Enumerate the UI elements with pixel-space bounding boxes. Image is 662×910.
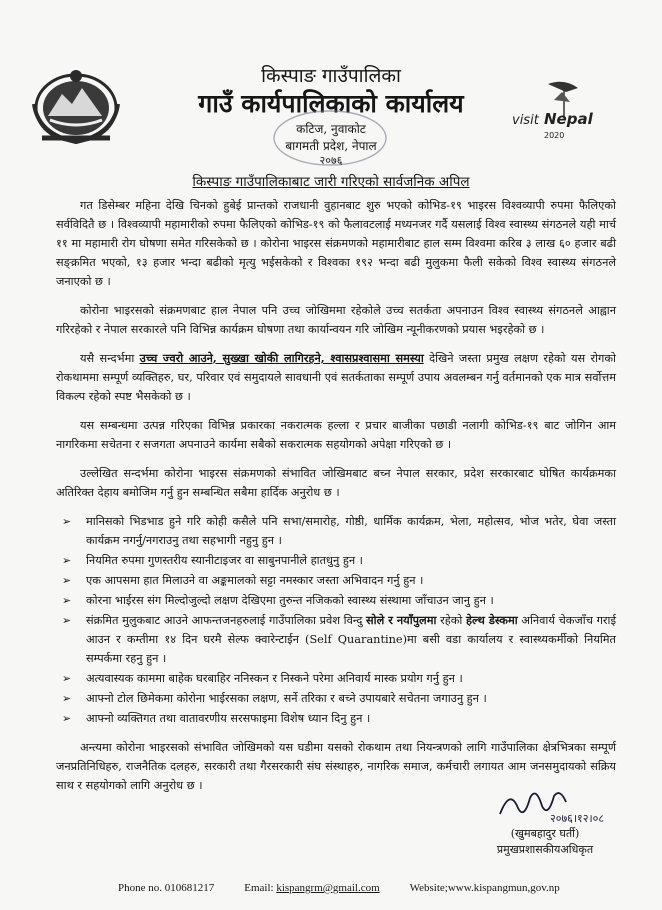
footer-website[interactable]: Website;www.kispangmun,gov.np [409, 882, 560, 894]
list-item [56, 571, 616, 590]
point-7-text: आफ्नो टोल छिमेकमा कोरोना भाईरसका लक्षण, सर्ने तरिका र बच्ने उपायबारे सचेतना जगाउनु हुन । [86, 692, 487, 705]
office-address-line2: बागमती प्रदेश, नेपाल [285, 139, 377, 153]
paragraph-3-suffix: देखिने जस्ता प्रमुख लक्षण रहेको यस रोगको रोकथाममा सम्पूर्ण व्यक्तिहरु, घर, परिवार एवं समुदायले सावधानी एवं सतर्कताका सम्पूर्ण उपाय अवलम्बन गर्नु वर्तमानको एक मात्र सर्वोत्तम विकल्प रहेको स्पष्ट भैसकेको छ । [56, 352, 616, 403]
point-3-text: एक आपसमा हात मिलाउने वा अङ्कमालको सट्टा नमस्कार जस्ता अभिवादन गर्नु हुन । [86, 574, 424, 587]
notice-body [56, 196, 616, 805]
list-item [56, 689, 616, 708]
paragraph-3 [56, 349, 616, 406]
visit-logo-year: 2020 [544, 131, 565, 140]
signature-icon [496, 784, 605, 830]
list-item [56, 551, 616, 570]
arrow-bullet-icon: ➢ [62, 554, 72, 567]
footer-email-label: Email: [244, 882, 274, 894]
office-name-top: किस्पाङ गाउँपालिका [261, 65, 401, 87]
point-5-prefix: संक्रमित मुलुकबाट आउने आफन्तजनहरुलाई गाउँपालिका प्रवेश विन्दु [86, 614, 363, 627]
point-5-entry-points: सोले र नयाँपुलमा [366, 613, 437, 627]
notice-title [0, 172, 662, 190]
list-item [56, 669, 616, 688]
list-item [56, 709, 616, 728]
paragraph-5: उल्लेखित सन्दर्भमा कोरोना भाइरस संक्रमणको संभावित जोखिमबाट बच्न नेपाल सरकार, प्रदेश सरकारबाट घोषित कार्यक्रमका अतिरिक्त देहाय बमोजिम गर्नु हुन सम्बन्धित सबैमा हार्दिक अनुरोध छ । [56, 467, 616, 499]
arrow-bullet-icon: ➢ [62, 574, 72, 587]
footer-email-group [244, 882, 379, 894]
office-year: २०७६ [319, 154, 343, 167]
list-item [56, 611, 616, 668]
paragraph-3-prefix: यसै सन्दर्भमा [80, 352, 135, 365]
visit-logo-text1: visit [512, 113, 539, 128]
arrow-bullet-icon: ➢ [62, 712, 72, 725]
appeal-points-list [56, 512, 616, 728]
office-name-main: गाउँ कार्यपालिकाको कार्यालय [198, 89, 464, 118]
point-1-text: मानिसको भिडभाड हुने गरि कोही कसैले पनि सभा/समारोह, गोष्ठी, धार्मिक कार्यक्रम, भेला, महोत्सव, भोज भतेर, घेवा जस्ता कार्यक्रम नगर्नु/नगराउनु तथा सहभागी नहुनु हुन । [86, 515, 616, 547]
arrow-bullet-icon: ➢ [62, 672, 72, 685]
footer-phone: Phone no. 010681217 [118, 882, 215, 894]
arrow-bullet-icon: ➢ [62, 614, 72, 627]
point-5-health-desk: हेल्थ डेस्कमा [465, 613, 518, 627]
list-item [56, 512, 616, 550]
office-address-line1: कटिज, नुवाकोट [296, 122, 366, 136]
signatory-title: प्रमुखप्रशासकीयअधिकृत [496, 843, 594, 856]
point-8-text: आफ्नो व्यक्तिगत तथा वातावरणीय सरसफाइमा विशेष ध्यान दिनु हुन । [86, 712, 371, 725]
footer-email-link[interactable]: kispangrm@gmail.com [276, 882, 380, 894]
point-2-text: नियमित रुपमा गुणस्तरीय स्यानीटाइजर वा साबुनपानीले हातधुनु हुन । [86, 554, 363, 567]
point-6-text: अत्यवास्यक काममा बाहेक घरबाहिर ननिस्कन र निस्कने परेमा अनिवार्य मास्क प्रयोग गर्नु हुन । [86, 672, 463, 685]
paragraph-3-symptoms: उच्च ज्वरो आउने, सुख्खा खोकी लागिरहने, श्वासप्रश्वासमा समस्या [139, 351, 424, 365]
notice-title-text: किस्पाङ गाउँपालिकाबाट जारी गरिएको सार्वजनिक अपिल [192, 174, 470, 190]
signatory-name: (खुमबहादुर घर्ती) [510, 827, 580, 840]
signature-date: २०७६।१२।०८ [550, 812, 605, 825]
arrow-bullet-icon: ➢ [62, 515, 72, 528]
point-4-text: कोरना भाईरस संग मिल्दोजुल्दो लक्षण देखिएमा तुरुन्त नजिकको स्वास्थ्य संस्थामा जाँचाउन जानु हुन । [86, 594, 494, 607]
arrow-bullet-icon: ➢ [62, 594, 72, 607]
list-item [56, 591, 616, 610]
footer [118, 882, 618, 894]
paragraph-1: गत डिसेम्बर महिना देखि चिनको हुबेई प्रान्तको राजधानी वुहानबाट शुरु भएको कोभिड-१९ भाइरस विश्वव्यापी रुपमा फैलिएको सर्वविदितै छ । विश्वव्यापी महामारीको रुपमा फैलिएको कोभिड-१९ को फैलावटलाई मध्यनजर गर्दै यसलाई विश्व स्वास्थ्य संगठनले यही मार्च ११ मा महामारी रोग घोषणा समेत गरिसकेको छ । कोरोना भाइरस संक्रमणको महामारीबाट हाल सम्म विश्वमा करिब ३ लाख ६० हजार बढी सङ्क्रमित भएको, १३ हजार भन्दा बढीको मृत्यु भईसकेको र विश्वका १९२ भन्दा बढी मुलुकमा फैली सकेको विश्व स्वास्थ्य संगठनले जनाएको छ । [56, 199, 616, 288]
paragraph-4: यस सम्बन्धमा उत्पन्न गरिएका विभिन्न प्रकारका नकरात्मक हल्ला र प्रचार बाजीका पछाडी नलागी कोभिड-१९ बाट जोगिन आम नागरिकमा सचेतना र सजगता अपनाउने कार्यमा सबैको सकरात्मक सहयोगको अपेक्षा गरिएको छ । [56, 419, 616, 451]
paragraph-2: कोरोना भाइरसको संक्रमणबाट हाल नेपाल पनि उच्च जोखिममा रहेकोले उच्च सतर्कता अपनाउन विश्व स्वास्थ्य संगठनले आह्वान गरिरहेको र नेपाल सरकारले पनि विभिन्न कार्यक्रम घोषणा तथा कार्यान्वयन गरि जोखिम न्यूनीकरणको प्रयास भइरहेको छ । [56, 304, 616, 336]
visit-logo-text2: Nepal [544, 110, 593, 128]
closing-paragraph: अन्त्यमा कोरोना भाइरसको संभावित जोखिमको यस घडीमा यसको रोकथाम तथा नियन्त्रणको लागि गाउँपालिका क्षेत्रभित्रका सम्पूर्ण जनप्रतिनिधिहरु, राजनैतिक दलहरु, सरकारी तथा गैरसरकारी संघ संस्थाहरु, नागरिक समाज, कर्मचारी लगायत आम जनसमुदायको सक्रिय साथ र सहयोगको लागि अनुरोध छ । [56, 741, 616, 792]
point-5-mid: रहेको [440, 614, 463, 627]
arrow-bullet-icon: ➢ [62, 692, 72, 705]
visit-nepal-logo-icon [508, 78, 604, 146]
point-5-suffix: अनिवार्य चेकजाँच गराई आउन र कम्तीमा १४ दिन घरमै सेल्फ क्वारेन्टाईन (Self Quarantine)मा बसी वडा कार्यालय र स्वास्थ्यकर्मीको नियमित सम्पर्कमा रहनु हुन । [86, 614, 617, 665]
